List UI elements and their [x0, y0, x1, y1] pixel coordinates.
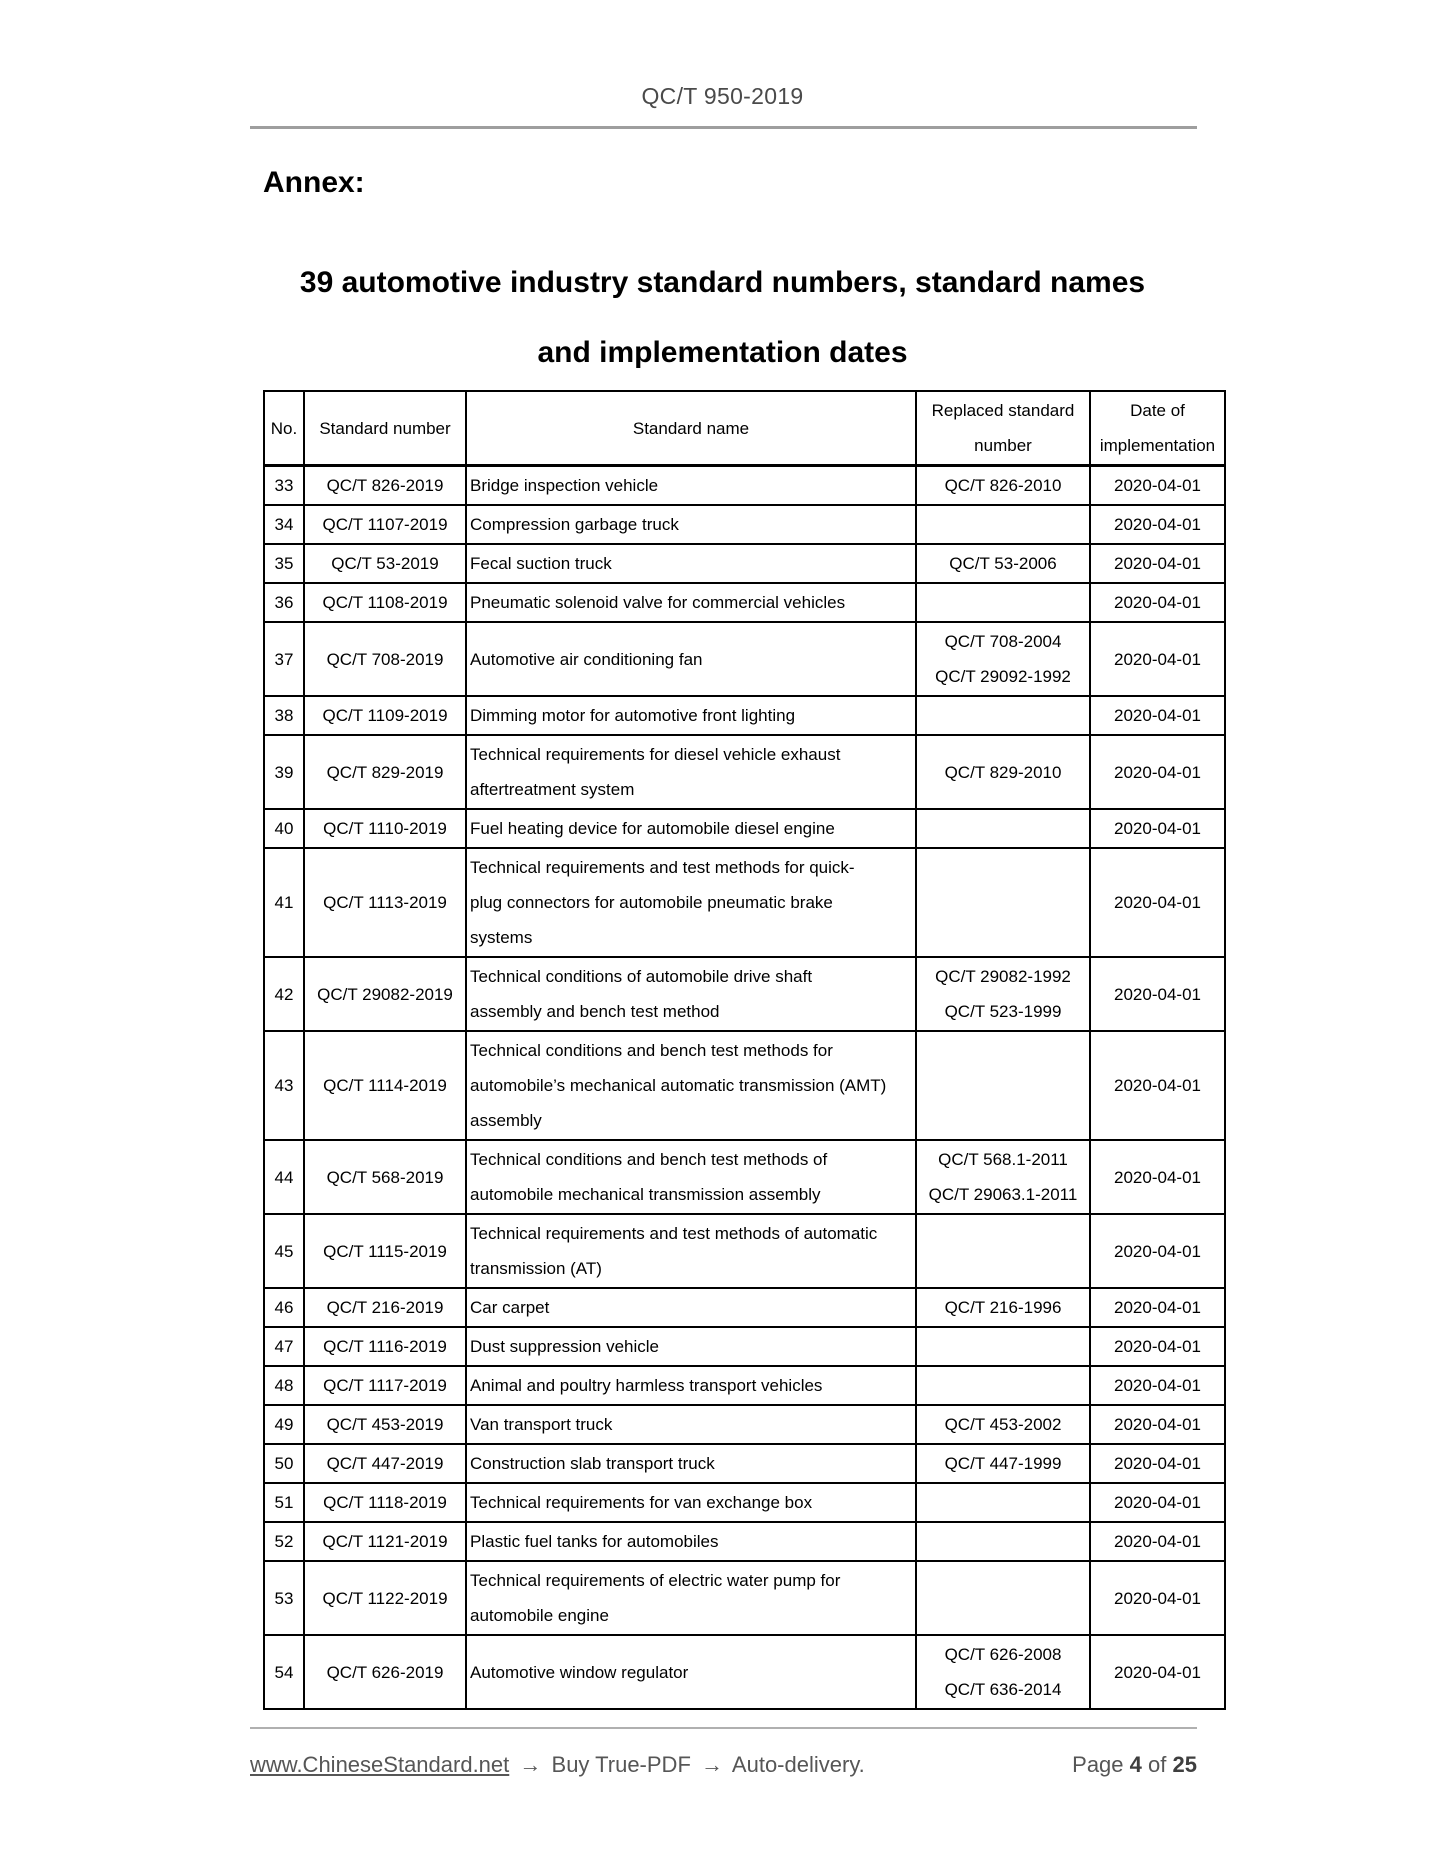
- cell-line: Technical requirements for diesel vehicle exhaust: [470, 745, 841, 764]
- cell-line: Technical conditions and bench test methods of: [470, 1150, 828, 1169]
- cell-line: QC/T 1110-2019: [323, 819, 447, 838]
- cell-replaced-standard-number: [916, 735, 1090, 809]
- cell-replaced-standard-number: [916, 1366, 1090, 1405]
- total-pages: 25: [1172, 1752, 1197, 1777]
- footer-link[interactable]: www.ChineseStandard.net: [250, 1752, 510, 1777]
- of-label: of: [1148, 1752, 1167, 1777]
- table-row: [264, 544, 1225, 583]
- cell-line: systems: [470, 928, 533, 947]
- table-row: [264, 622, 1225, 696]
- cell-date-of-implementation: [1090, 1522, 1225, 1561]
- cell-line: QC/T 1108-2019: [322, 593, 448, 612]
- cell-no: [264, 1366, 304, 1405]
- cell-line: QC/T 447-1999: [944, 1454, 1062, 1473]
- cell-line: QC/T 1115-2019: [323, 1241, 447, 1261]
- cell-standard-name: [466, 583, 916, 622]
- cell-line: Technical conditions of automobile drive shaft: [470, 967, 813, 986]
- cell-line: 2020-04-01: [1114, 1588, 1201, 1608]
- column-header-date-of-implementation: [1090, 391, 1225, 466]
- cell-line: 2020-04-01: [1114, 1376, 1201, 1395]
- cell-line: Animal and poultry harmless transport vehicles: [470, 1376, 823, 1395]
- cell-line: Dimming motor for automotive front lighting: [470, 706, 796, 725]
- cell-no: [264, 957, 304, 1031]
- cell-line: 54: [274, 1662, 294, 1682]
- cell-replaced-standard-number: [916, 848, 1090, 957]
- cell-standard-name: [466, 1405, 916, 1444]
- cell-date-of-implementation: [1090, 809, 1225, 848]
- cell-date-of-implementation: [1090, 1483, 1225, 1522]
- table-row: [264, 1444, 1225, 1483]
- column-header-standard-number: [304, 391, 466, 466]
- cell-line: 2020-04-01: [1114, 762, 1201, 782]
- table-row: [264, 696, 1225, 735]
- cell-date-of-implementation: [1090, 505, 1225, 544]
- cell-line: Technical requirements of electric water pump for: [470, 1571, 841, 1590]
- cell-line: 50: [274, 1454, 294, 1473]
- footer-action-delivery: Auto-delivery.: [731, 1752, 865, 1777]
- cell-line: QC/T 626-2008: [944, 1645, 1062, 1664]
- table-row: [264, 957, 1225, 1031]
- table-row: [264, 1327, 1225, 1366]
- page-number: 4: [1129, 1752, 1142, 1777]
- cell-line: 2020-04-01: [1114, 554, 1201, 573]
- cell-date-of-implementation: [1090, 1140, 1225, 1214]
- cell-line: 2020-04-01: [1114, 649, 1201, 669]
- table-row: [264, 1214, 1225, 1288]
- cell-line: 37: [274, 649, 294, 669]
- cell-no: [264, 466, 304, 506]
- cell-line: QC/T 636-2014: [944, 1680, 1062, 1699]
- cell-line: Plastic fuel tanks for automobiles: [470, 1532, 719, 1551]
- cell-standard-number: [304, 1483, 466, 1522]
- cell-no: [264, 1483, 304, 1522]
- column-header-no: [264, 391, 304, 466]
- page-label: Page: [1072, 1752, 1124, 1777]
- cell-standard-number: [304, 466, 466, 506]
- cell-no: [264, 1140, 304, 1214]
- cell-line: 2020-04-01: [1114, 1298, 1201, 1317]
- cell-no: [264, 1405, 304, 1444]
- cell-replaced-standard-number: [916, 1327, 1090, 1366]
- cell-line: QC/T 1109-2019: [322, 706, 448, 725]
- cell-no: [264, 848, 304, 957]
- cell-line: plug connectors for automobile pneumatic brake: [470, 893, 833, 912]
- page-indicator: [1072, 1752, 1197, 1778]
- cell-replaced-standard-number: [916, 1561, 1090, 1635]
- cell-line: number: [974, 436, 1032, 455]
- cell-line: QC/T 829-2010: [944, 762, 1062, 782]
- cell-date-of-implementation: [1090, 1444, 1225, 1483]
- table-row: [264, 1140, 1225, 1214]
- cell-replaced-standard-number: [916, 1635, 1090, 1709]
- cell-line: 2020-04-01: [1114, 1241, 1201, 1261]
- table-row: [264, 505, 1225, 544]
- page-header-code: QC/T 950-2019: [641, 83, 804, 109]
- cell-line: 2020-04-01: [1114, 1167, 1201, 1187]
- cell-line: automobile mechanical transmission assembly: [470, 1185, 821, 1204]
- cell-line: QC/T 523-1999: [944, 1002, 1062, 1021]
- cell-replaced-standard-number: [916, 1522, 1090, 1561]
- title-line-1: 39 automotive industry standard numbers, standard names: [299, 266, 1146, 299]
- cell-line: Automotive air conditioning fan: [470, 649, 703, 669]
- cell-standard-number: [304, 1327, 466, 1366]
- cell-line: Technical requirements and test methods for quick-: [470, 858, 855, 877]
- cell-standard-number: [304, 1405, 466, 1444]
- cell-replaced-standard-number: [916, 622, 1090, 696]
- arrow-icon: →: [519, 1752, 542, 1777]
- cell-line: Construction slab transport truck: [470, 1454, 715, 1473]
- table-body: [264, 466, 1225, 1710]
- cell-line: QC/T 829-2019: [326, 762, 444, 782]
- cell-line: Date of: [1130, 401, 1185, 420]
- cell-standard-name: [466, 1140, 916, 1214]
- cell-line: 2020-04-01: [1114, 893, 1201, 912]
- table-row: [264, 1405, 1225, 1444]
- cell-line: QC/T 708-2019: [326, 649, 444, 669]
- annex-heading: Annex:: [263, 166, 365, 199]
- cell-replaced-standard-number: [916, 1214, 1090, 1288]
- cell-standard-number: [304, 1366, 466, 1405]
- cell-no: [264, 696, 304, 735]
- cell-line: 51: [274, 1493, 294, 1512]
- cell-line: QC/T 826-2019: [326, 476, 444, 495]
- cell-standard-number: [304, 735, 466, 809]
- cell-no: [264, 1635, 304, 1709]
- cell-line: automobile engine: [470, 1606, 609, 1625]
- cell-line: Technical requirements for van exchange box: [470, 1493, 813, 1512]
- cell-replaced-standard-number: [916, 505, 1090, 544]
- cell-standard-number: [304, 1031, 466, 1140]
- table-row: [264, 1031, 1225, 1140]
- cell-standard-number: [304, 544, 466, 583]
- cell-line: Technical requirements and test methods of automatic: [470, 1224, 878, 1243]
- cell-line: QC/T 1122-2019: [322, 1588, 448, 1608]
- cell-standard-name: [466, 1635, 916, 1709]
- cell-no: [264, 544, 304, 583]
- cell-no: [264, 1444, 304, 1483]
- cell-replaced-standard-number: [916, 1405, 1090, 1444]
- cell-replaced-standard-number: [916, 1031, 1090, 1140]
- cell-standard-name: [466, 957, 916, 1031]
- standards-table: [263, 390, 1226, 1710]
- cell-line: 2020-04-01: [1114, 1493, 1201, 1512]
- title-line-2: and implementation dates: [537, 336, 908, 369]
- cell-standard-number: [304, 1288, 466, 1327]
- cell-date-of-implementation: [1090, 1561, 1225, 1635]
- cell-line: QC/T 453-2019: [326, 1415, 444, 1434]
- cell-line: 2020-04-01: [1114, 706, 1201, 725]
- cell-standard-name: [466, 544, 916, 583]
- cell-line: 2020-04-01: [1114, 984, 1201, 1004]
- cell-standard-name: [466, 1522, 916, 1561]
- cell-standard-number: [304, 583, 466, 622]
- cell-line: 47: [274, 1337, 294, 1356]
- cell-line: 41: [274, 893, 294, 912]
- cell-line: 2020-04-01: [1114, 476, 1201, 495]
- cell-line: QC/T 568-2019: [326, 1167, 444, 1187]
- cell-line: QC/T 447-2019: [326, 1454, 444, 1473]
- cell-replaced-standard-number: [916, 1288, 1090, 1327]
- cell-date-of-implementation: [1090, 696, 1225, 735]
- cell-standard-name: [466, 1327, 916, 1366]
- cell-standard-number: [304, 1444, 466, 1483]
- cell-date-of-implementation: [1090, 1327, 1225, 1366]
- cell-line: 2020-04-01: [1114, 1337, 1201, 1356]
- cell-line: 40: [274, 819, 294, 838]
- cell-date-of-implementation: [1090, 957, 1225, 1031]
- cell-line: Compression garbage truck: [470, 515, 679, 534]
- cell-standard-name: [466, 1561, 916, 1635]
- cell-replaced-standard-number: [916, 1444, 1090, 1483]
- cell-no: [264, 1214, 304, 1288]
- cell-standard-name: [466, 848, 916, 957]
- cell-line: Van transport truck: [470, 1415, 613, 1434]
- cell-line: 48: [274, 1376, 294, 1395]
- cell-line: 49: [274, 1415, 294, 1434]
- cell-line: 36: [274, 593, 294, 612]
- cell-line: Pneumatic solenoid valve for commercial vehicles: [470, 593, 846, 612]
- table-row: [264, 735, 1225, 809]
- cell-standard-name: [466, 1483, 916, 1522]
- cell-no: [264, 1288, 304, 1327]
- cell-no: [264, 735, 304, 809]
- document-title: [0, 248, 1445, 388]
- cell-replaced-standard-number: [916, 466, 1090, 506]
- cell-line: No.: [270, 418, 298, 438]
- cell-standard-number: [304, 848, 466, 957]
- cell-line: 45: [274, 1241, 294, 1261]
- header-rule: [250, 126, 1197, 129]
- cell-no: [264, 505, 304, 544]
- footer-rule: [250, 1727, 1197, 1729]
- cell-line: aftertreatment system: [470, 780, 635, 799]
- cell-no: [264, 1031, 304, 1140]
- cell-line: 44: [274, 1167, 294, 1187]
- cell-no: [264, 809, 304, 848]
- cell-line: QC/T 826-2010: [944, 476, 1062, 495]
- cell-line: Technical conditions and bench test methods for: [470, 1041, 833, 1060]
- cell-line: 53: [274, 1588, 294, 1608]
- cell-line: QC/T 1117-2019: [323, 1376, 447, 1395]
- cell-date-of-implementation: [1090, 622, 1225, 696]
- cell-replaced-standard-number: [916, 583, 1090, 622]
- footer-action-buy: Buy True-PDF: [551, 1752, 691, 1777]
- cell-no: [264, 583, 304, 622]
- cell-no: [264, 622, 304, 696]
- cell-line: implementation: [1099, 436, 1216, 455]
- cell-line: QC/T 453-2002: [944, 1415, 1062, 1434]
- table-header-row: [264, 391, 1225, 466]
- cell-line: Dust suppression vehicle: [470, 1337, 659, 1356]
- table-row: [264, 1288, 1225, 1327]
- cell-replaced-standard-number: [916, 696, 1090, 735]
- cell-line: 2020-04-01: [1114, 1415, 1201, 1434]
- cell-line: Fecal suction truck: [470, 554, 612, 573]
- cell-standard-name: [466, 505, 916, 544]
- cell-replaced-standard-number: [916, 544, 1090, 583]
- cell-line: 35: [274, 554, 294, 573]
- cell-line: QC/T 1118-2019: [323, 1493, 447, 1512]
- cell-standard-name: [466, 1031, 916, 1140]
- table-row: [264, 1635, 1225, 1709]
- cell-date-of-implementation: [1090, 735, 1225, 809]
- cell-date-of-implementation: [1090, 466, 1225, 506]
- cell-standard-number: [304, 1561, 466, 1635]
- cell-date-of-implementation: [1090, 1031, 1225, 1140]
- cell-line: Fuel heating device for automobile diesel engine: [470, 819, 835, 838]
- cell-line: transmission (AT): [470, 1259, 602, 1278]
- column-header-standard-name: [466, 391, 916, 466]
- cell-standard-name: [466, 1214, 916, 1288]
- cell-standard-number: [304, 1140, 466, 1214]
- cell-line: 46: [274, 1298, 294, 1317]
- table-head: [264, 391, 1225, 466]
- cell-line: 33: [274, 476, 294, 495]
- cell-standard-name: [466, 735, 916, 809]
- cell-standard-number: [304, 696, 466, 735]
- cell-replaced-standard-number: [916, 1483, 1090, 1522]
- cell-replaced-standard-number: [916, 957, 1090, 1031]
- table-row: [264, 1522, 1225, 1561]
- cell-line: 2020-04-01: [1114, 1076, 1201, 1095]
- cell-line: Car carpet: [470, 1298, 550, 1317]
- footer-bar: [250, 1752, 1197, 1778]
- cell-line: QC/T 29082-1992: [935, 967, 1071, 986]
- cell-standard-number: [304, 1214, 466, 1288]
- cell-no: [264, 1561, 304, 1635]
- table-row: [264, 1366, 1225, 1405]
- cell-line: assembly: [470, 1111, 542, 1130]
- cell-line: QC/T 216-1996: [944, 1298, 1062, 1317]
- cell-line: QC/T 53-2006: [949, 554, 1057, 573]
- cell-line: 2020-04-01: [1114, 819, 1201, 838]
- table-row: [264, 809, 1225, 848]
- table-row: [264, 848, 1225, 957]
- column-header-replaced-standard-number: [916, 391, 1090, 466]
- cell-line: 2020-04-01: [1114, 593, 1201, 612]
- cell-standard-name: [466, 1444, 916, 1483]
- cell-line: Bridge inspection vehicle: [470, 476, 659, 495]
- cell-standard-name: [466, 1288, 916, 1327]
- cell-date-of-implementation: [1090, 1405, 1225, 1444]
- cell-line: QC/T 1116-2019: [323, 1337, 447, 1356]
- cell-date-of-implementation: [1090, 1366, 1225, 1405]
- cell-line: QC/T 29082-2019: [317, 984, 453, 1004]
- footer-left: [250, 1752, 865, 1778]
- cell-standard-name: [466, 1366, 916, 1405]
- cell-no: [264, 1327, 304, 1366]
- cell-standard-number: [304, 505, 466, 544]
- cell-line: 2020-04-01: [1114, 515, 1201, 534]
- cell-standard-number: [304, 1522, 466, 1561]
- cell-replaced-standard-number: [916, 809, 1090, 848]
- cell-standard-name: [466, 809, 916, 848]
- cell-line: QC/T 29063.1-2011: [928, 1185, 1078, 1204]
- cell-date-of-implementation: [1090, 1214, 1225, 1288]
- cell-standard-number: [304, 809, 466, 848]
- cell-line: 43: [274, 1076, 294, 1095]
- arrow-icon: →: [701, 1752, 724, 1777]
- cell-line: 34: [274, 515, 294, 534]
- cell-standard-name: [466, 466, 916, 506]
- cell-line: Replaced standard: [931, 401, 1075, 420]
- cell-line: 38: [274, 706, 294, 725]
- cell-date-of-implementation: [1090, 583, 1225, 622]
- cell-no: [264, 1522, 304, 1561]
- cell-line: assembly and bench test method: [470, 1002, 720, 1021]
- cell-line: Standard number: [319, 418, 451, 438]
- cell-standard-number: [304, 957, 466, 1031]
- table-row: [264, 1483, 1225, 1522]
- cell-standard-number: [304, 622, 466, 696]
- cell-date-of-implementation: [1090, 848, 1225, 957]
- cell-line: QC/T 1121-2019: [322, 1532, 448, 1551]
- table-row: [264, 1561, 1225, 1635]
- table-row: [264, 466, 1225, 506]
- cell-line: 52: [274, 1532, 294, 1551]
- cell-standard-name: [466, 696, 916, 735]
- cell-line: QC/T 29092-1992: [935, 667, 1071, 686]
- cell-line: QC/T 1114-2019: [323, 1076, 447, 1095]
- cell-line: QC/T 1113-2019: [323, 893, 447, 912]
- cell-line: 2020-04-01: [1114, 1532, 1201, 1551]
- cell-line: QC/T 53-2019: [331, 554, 439, 573]
- cell-standard-name: [466, 622, 916, 696]
- cell-date-of-implementation: [1090, 544, 1225, 583]
- cell-line: QC/T 568.1-2011: [938, 1150, 1068, 1169]
- cell-line: QC/T 626-2019: [326, 1662, 444, 1682]
- cell-replaced-standard-number: [916, 1140, 1090, 1214]
- cell-line: automobile’s mechanical automatic transmission (AMT): [470, 1076, 887, 1095]
- cell-line: QC/T 1107-2019: [322, 515, 448, 534]
- cell-standard-number: [304, 1635, 466, 1709]
- cell-line: 2020-04-01: [1114, 1662, 1201, 1682]
- cell-date-of-implementation: [1090, 1288, 1225, 1327]
- cell-line: Automotive window regulator: [470, 1662, 689, 1682]
- cell-line: 42: [274, 984, 294, 1004]
- cell-line: QC/T 216-2019: [326, 1298, 444, 1317]
- table-row: [264, 583, 1225, 622]
- cell-line: Standard name: [632, 418, 750, 438]
- cell-line: 39: [274, 762, 294, 782]
- cell-date-of-implementation: [1090, 1635, 1225, 1709]
- cell-line: 2020-04-01: [1114, 1454, 1201, 1473]
- cell-line: QC/T 708-2004: [944, 632, 1062, 651]
